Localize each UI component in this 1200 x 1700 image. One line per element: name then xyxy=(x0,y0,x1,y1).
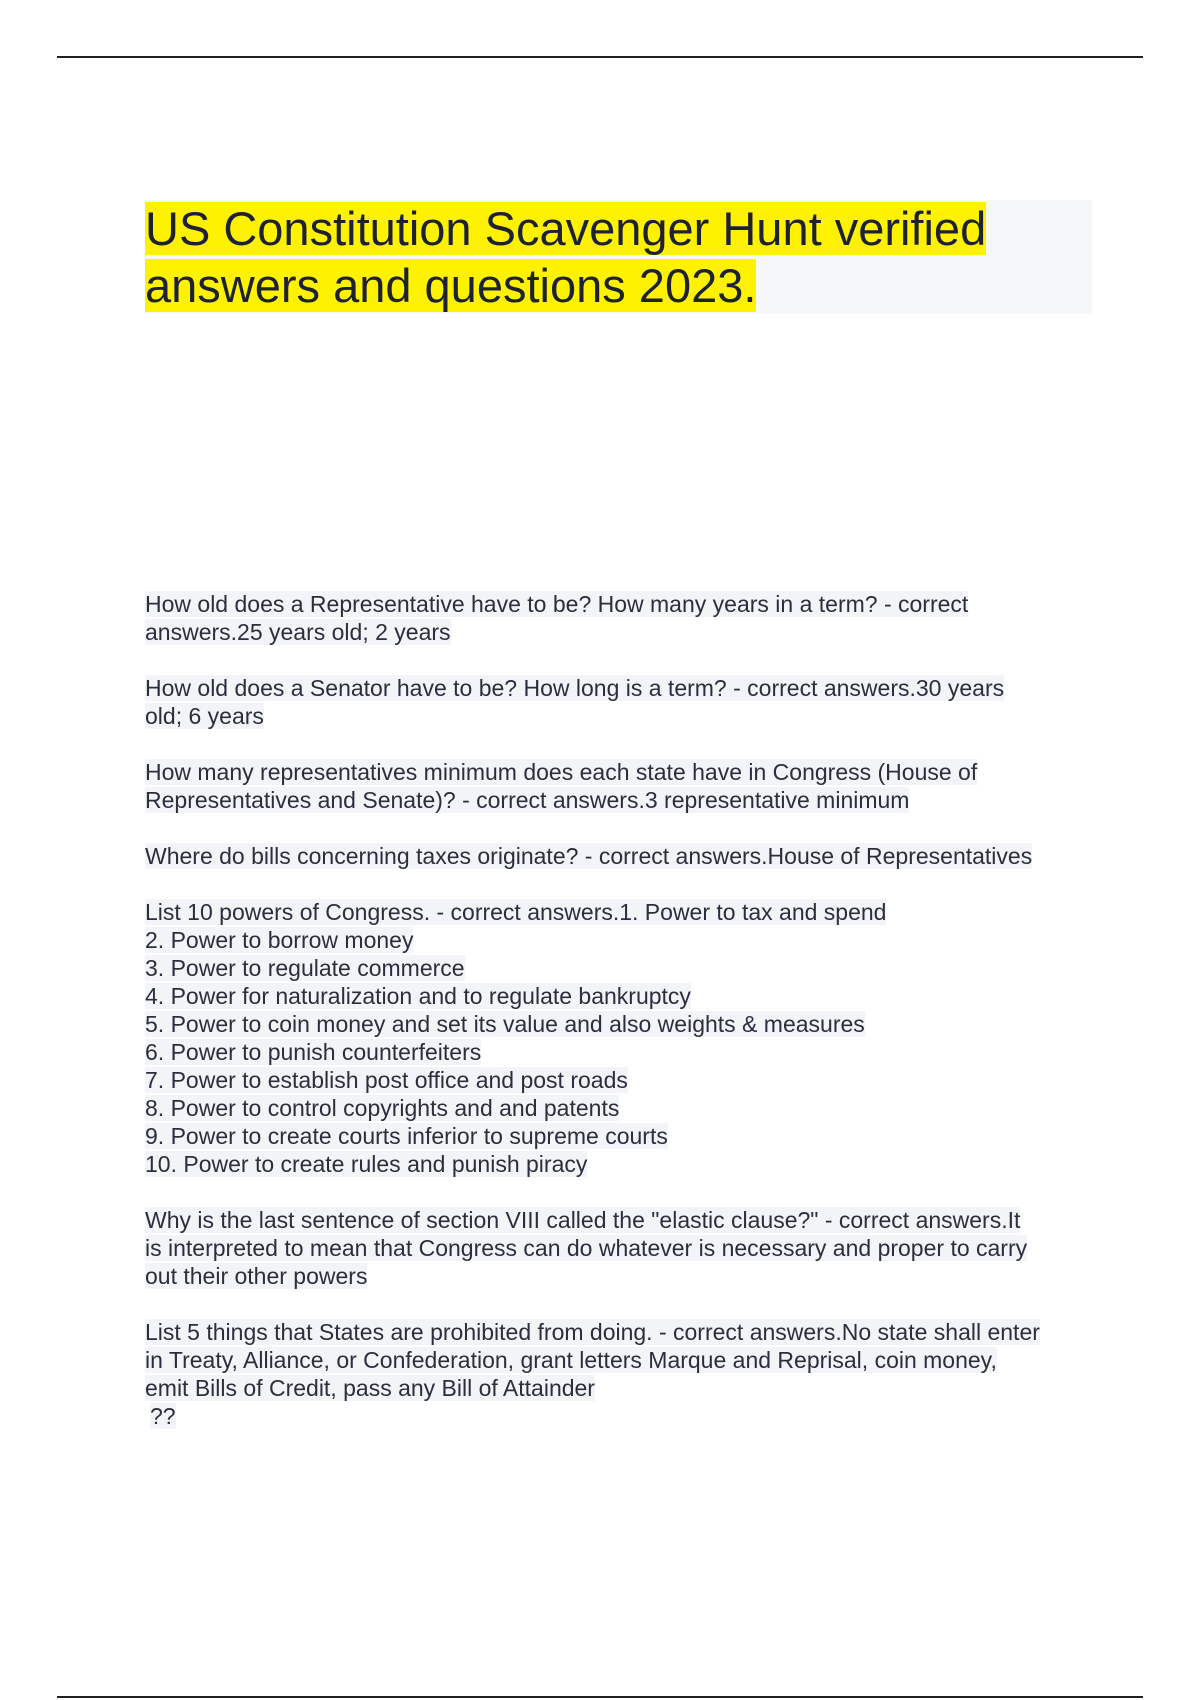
title-block xyxy=(145,200,1092,314)
list-item: 5. Power to coin money and set its value and also weights & measures xyxy=(145,1011,865,1037)
qa-text-line: How many representatives minimum does each state have in Congress (House of xyxy=(145,759,978,785)
list-item: 10. Power to create rules and punish piracy xyxy=(145,1151,588,1177)
qa-content xyxy=(145,590,1105,1458)
qa-text-line: emit Bills of Credit, pass any Bill of Attainder xyxy=(145,1375,595,1401)
qa-item-powers-list xyxy=(145,898,1105,1178)
top-rule xyxy=(57,56,1143,58)
unknown-characters: ?? xyxy=(150,1403,176,1429)
list-item: 4. Power for naturalization and to regulate bankruptcy xyxy=(145,983,691,1009)
list-item: 6. Power to punish counterfeiters xyxy=(145,1039,482,1065)
qa-text-line: Representatives and Senate)? - correct answers.3 representative minimum xyxy=(145,787,910,813)
qa-text-line: is interpreted to mean that Congress can do whatever is necessary and proper to carry xyxy=(145,1235,1028,1261)
qa-text-line: in Treaty, Alliance, or Confederation, grant letters Marque and Reprisal, coin money, xyxy=(145,1347,997,1373)
title-line-1: US Constitution Scavenger Hunt verified xyxy=(145,202,987,255)
list-item: 8. Power to control copyrights and and patents xyxy=(145,1095,620,1121)
bottom-rule xyxy=(57,1696,1143,1698)
title-line-2: answers and questions 2023. xyxy=(145,259,757,312)
qa-text-line: Where do bills concerning taxes originate? - correct answers.House of Representatives xyxy=(145,843,1033,869)
qa-text-line: How old does a Senator have to be? How long is a term? - correct answers.30 years xyxy=(145,675,1005,701)
qa-text-line: out their other powers xyxy=(145,1263,368,1289)
qa-text-line: Why is the last sentence of section VIII called the "elastic clause?" - correct answers.It xyxy=(145,1207,1021,1233)
qa-item xyxy=(145,590,1105,646)
qa-text-line: How old does a Representative have to be? How many years in a term? - correct xyxy=(145,591,969,617)
list-item: 3. Power to regulate commerce xyxy=(145,955,465,981)
qa-item xyxy=(145,1206,1105,1290)
document-title xyxy=(145,200,1092,314)
qa-text-line: List 10 powers of Congress. - correct answers.1. Power to tax and spend xyxy=(145,899,887,925)
qa-text-line: old; 6 years xyxy=(145,703,264,729)
qa-item xyxy=(145,674,1105,730)
list-item: 2. Power to borrow money xyxy=(145,927,414,953)
qa-item xyxy=(145,1318,1105,1430)
list-item: 7. Power to establish post office and post roads xyxy=(145,1067,628,1093)
qa-item xyxy=(145,758,1105,814)
qa-item xyxy=(145,842,1105,870)
qa-text-line: List 5 things that States are prohibited from doing. - correct answers.No state shall enter xyxy=(145,1319,1040,1345)
list-item: 9. Power to create courts inferior to supreme courts xyxy=(145,1123,668,1149)
qa-text-line: answers.25 years old; 2 years xyxy=(145,619,451,645)
